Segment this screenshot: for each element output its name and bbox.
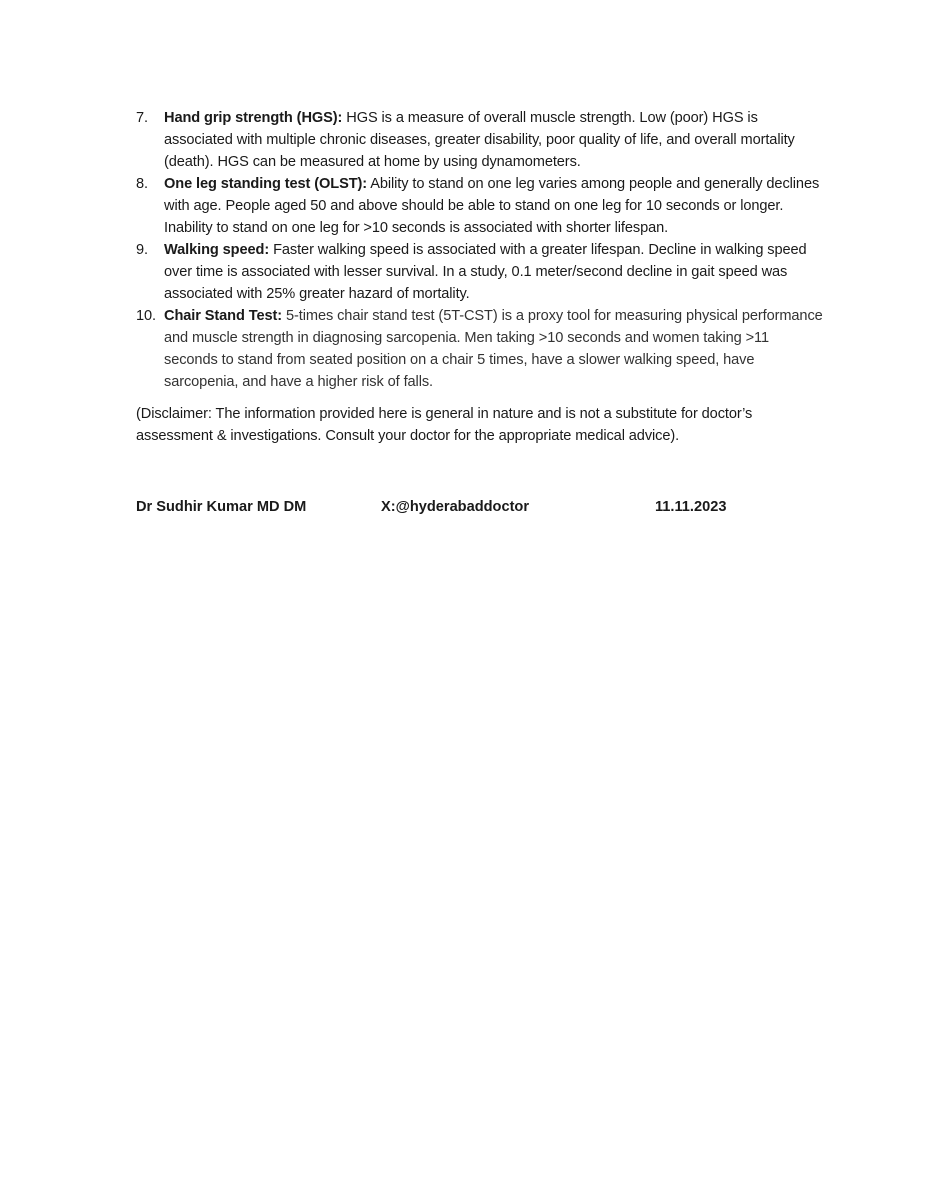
list-item-number: 9.	[136, 242, 148, 258]
document-date: 11.11.2023	[655, 499, 727, 515]
list-item-one-leg-standing-test	[136, 173, 826, 239]
document-content	[136, 107, 826, 447]
disclaimer-text: (Disclaimer: The information provided here is general in nature and is not a substitute for doctor’s assessment & investigations. Consult your doctor for the appropriate medical advice).	[136, 406, 753, 444]
list-item-number: 7.	[136, 110, 148, 126]
list-item-description: HGS is a measure of overall muscle strength. Low (poor) HGS is associated with multiple chronic diseases, greater disability, poor quality of life, and overall mortality (death). HGS can be measured at home by using dynamometers.	[164, 110, 795, 170]
numbered-list	[136, 107, 826, 393]
list-item-term: Chair Stand Test:	[164, 308, 283, 324]
list-item-term: Hand grip strength (HGS):	[164, 110, 343, 126]
list-item-term: Walking speed:	[164, 242, 270, 258]
list-item-walking-speed	[136, 239, 826, 305]
author-handle: X:@hyderabaddoctor	[381, 499, 530, 515]
list-item-description: Faster walking speed is associated with a greater lifespan. Decline in walking speed over time is associated with lesser survival. In a study, 0.1 meter/second decline in gait speed was associated with 25% greater hazard of mortality.	[164, 242, 807, 302]
list-item-description: 5-times chair stand test (5T-CST) is a proxy tool for measuring physical performance and muscle strength in diagnosing sarcopenia. Men taking >10 seconds and women taking >11 seconds to stand from seated position on a chair 5 times, have a slower walking speed, have sarcopenia, and have a higher risk of falls.	[164, 308, 823, 390]
list-item-description: Ability to stand on one leg varies among people and generally declines with age. People aged 50 and above should be able to stand on one leg for 10 seconds or longer. Inability to stand on one leg for >10 seconds is associated with shorter lifespan.	[164, 176, 820, 236]
list-item-hand-grip-strength	[136, 107, 826, 173]
list-item-number: 8.	[136, 176, 148, 192]
list-item-number: 10.	[136, 308, 156, 324]
signature-line	[136, 496, 836, 518]
list-item-chair-stand-test	[136, 305, 826, 393]
list-item-term: One leg standing test (OLST):	[164, 176, 368, 192]
author-name: Dr Sudhir Kumar MD DM	[136, 499, 307, 515]
